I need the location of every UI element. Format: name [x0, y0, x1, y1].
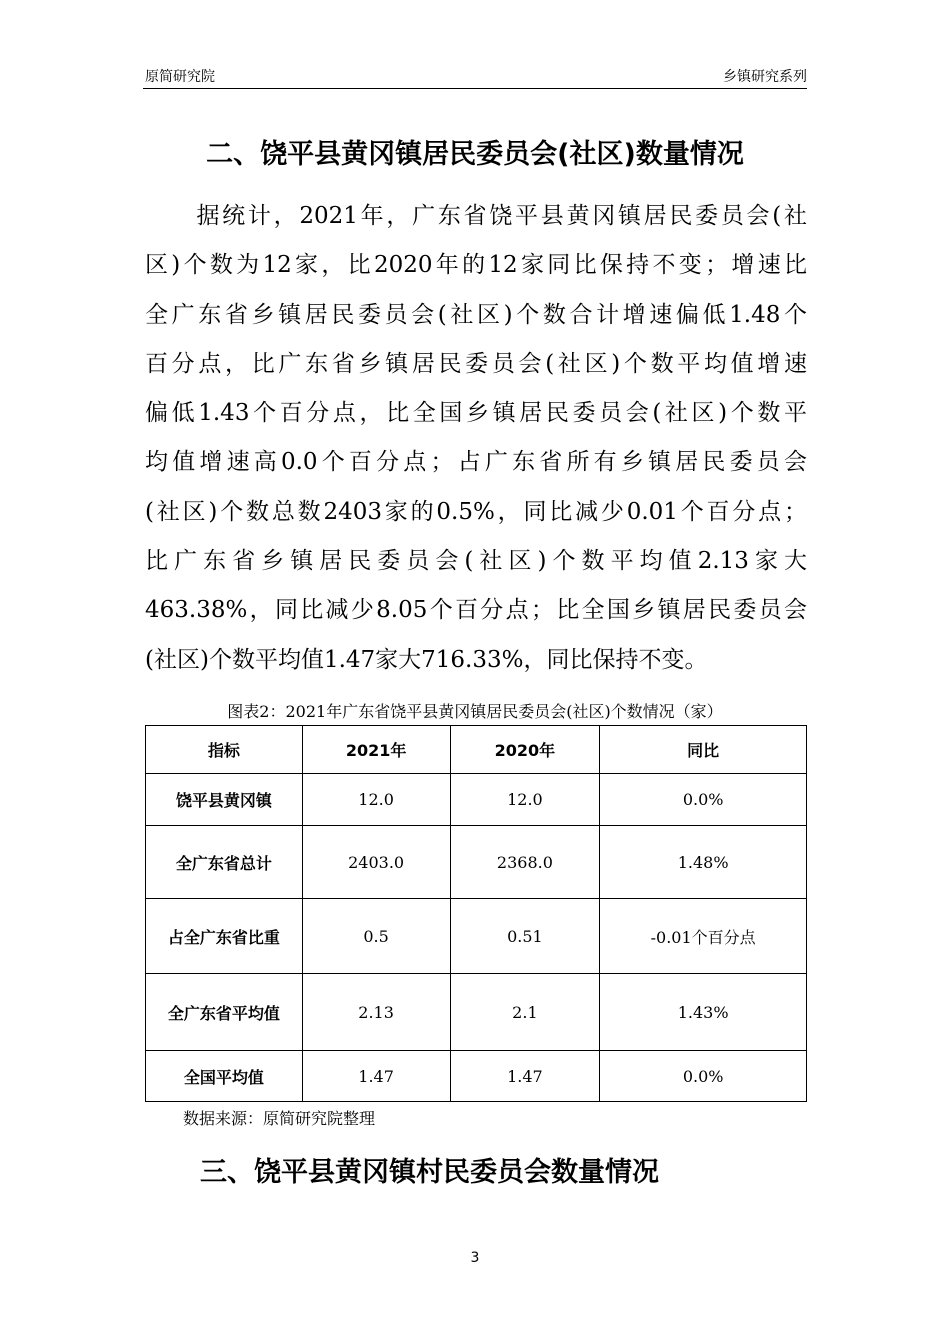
cell: 1.47	[302, 1051, 450, 1102]
paragraph-line: 区)个数为12家，比2020年的12家同比保持不变；增速比	[145, 252, 807, 279]
data-source: 数据来源：原简研究院整理	[183, 1109, 376, 1128]
paragraph-line: 百分点，比广东省乡镇居民委员会(社区)个数平均值增速	[145, 350, 807, 377]
paragraph-line: (社区)个数平均值1.47家大716.33%，同比保持不变。	[145, 646, 708, 673]
header-divider	[143, 88, 807, 89]
header-left: 原简研究院	[145, 69, 215, 85]
cell: 0.0%	[600, 774, 807, 826]
table-header-row	[146, 726, 807, 774]
row-label: 占全广东省比重	[146, 899, 303, 974]
header-right: 乡镇研究系列	[723, 69, 807, 85]
cell: 0.5	[302, 899, 450, 974]
paragraph-line: 据统计，2021年，广东省饶平县黄冈镇居民委员会(社	[145, 203, 807, 229]
cell: 2.13	[302, 974, 450, 1051]
paragraph-line: 比广东省乡镇居民委员会(社区)个数平均值2.13家大	[145, 548, 807, 575]
section-2-title: 二、饶平县黄冈镇居民委员会(社区)数量情况	[206, 139, 744, 170]
table-row	[146, 1051, 807, 1102]
header-cell: 指标	[146, 726, 303, 774]
data-table	[145, 725, 807, 1102]
cell: -0.01个百分点	[600, 899, 807, 974]
section-3-title: 三、饶平县黄冈镇村民委员会数量情况	[200, 1157, 659, 1188]
cell: 1.47	[450, 1051, 600, 1102]
table-row	[146, 899, 807, 974]
cell: 12.0	[302, 774, 450, 826]
paragraph-line: 偏低1.43个百分点，比全国乡镇居民委员会(社区)个数平	[145, 400, 807, 427]
cell: 2368.0	[450, 826, 600, 899]
cell: 0.51	[450, 899, 600, 974]
cell: 2403.0	[302, 826, 450, 899]
paragraph-line: (社区)个数总数2403家的0.5%，同比减少0.01个百分点；	[145, 498, 807, 525]
table-caption: 图表2：2021年广东省饶平县黄冈镇居民委员会(社区)个数情况（家）	[227, 702, 723, 721]
body-paragraph	[145, 192, 807, 685]
row-label: 全广东省总计	[146, 826, 303, 899]
paragraph-line: 均值增速高0.0个百分点；占广东省所有乡镇居民委员会	[145, 449, 807, 476]
cell: 1.48%	[600, 826, 807, 899]
header-cell: 2021年	[302, 726, 450, 774]
table-row	[146, 826, 807, 899]
table-row	[146, 974, 807, 1051]
page-number: 3	[470, 1250, 480, 1266]
cell: 12.0	[450, 774, 600, 826]
header-cell: 2020年	[450, 726, 600, 774]
header-cell: 同比	[600, 726, 807, 774]
paragraph-line: 全广东省乡镇居民委员会(社区)个数合计增速偏低1.48个	[145, 301, 807, 328]
cell: 1.43%	[600, 974, 807, 1051]
cell: 2.1	[450, 974, 600, 1051]
cell: 0.0%	[600, 1051, 807, 1102]
row-label: 全广东省平均值	[146, 974, 303, 1051]
row-label: 饶平县黄冈镇	[146, 774, 303, 826]
row-label: 全国平均值	[146, 1051, 303, 1102]
table-row	[146, 774, 807, 826]
paragraph-line: 463.38%，同比减少8.05个百分点；比全国乡镇居民委员会	[145, 597, 807, 624]
